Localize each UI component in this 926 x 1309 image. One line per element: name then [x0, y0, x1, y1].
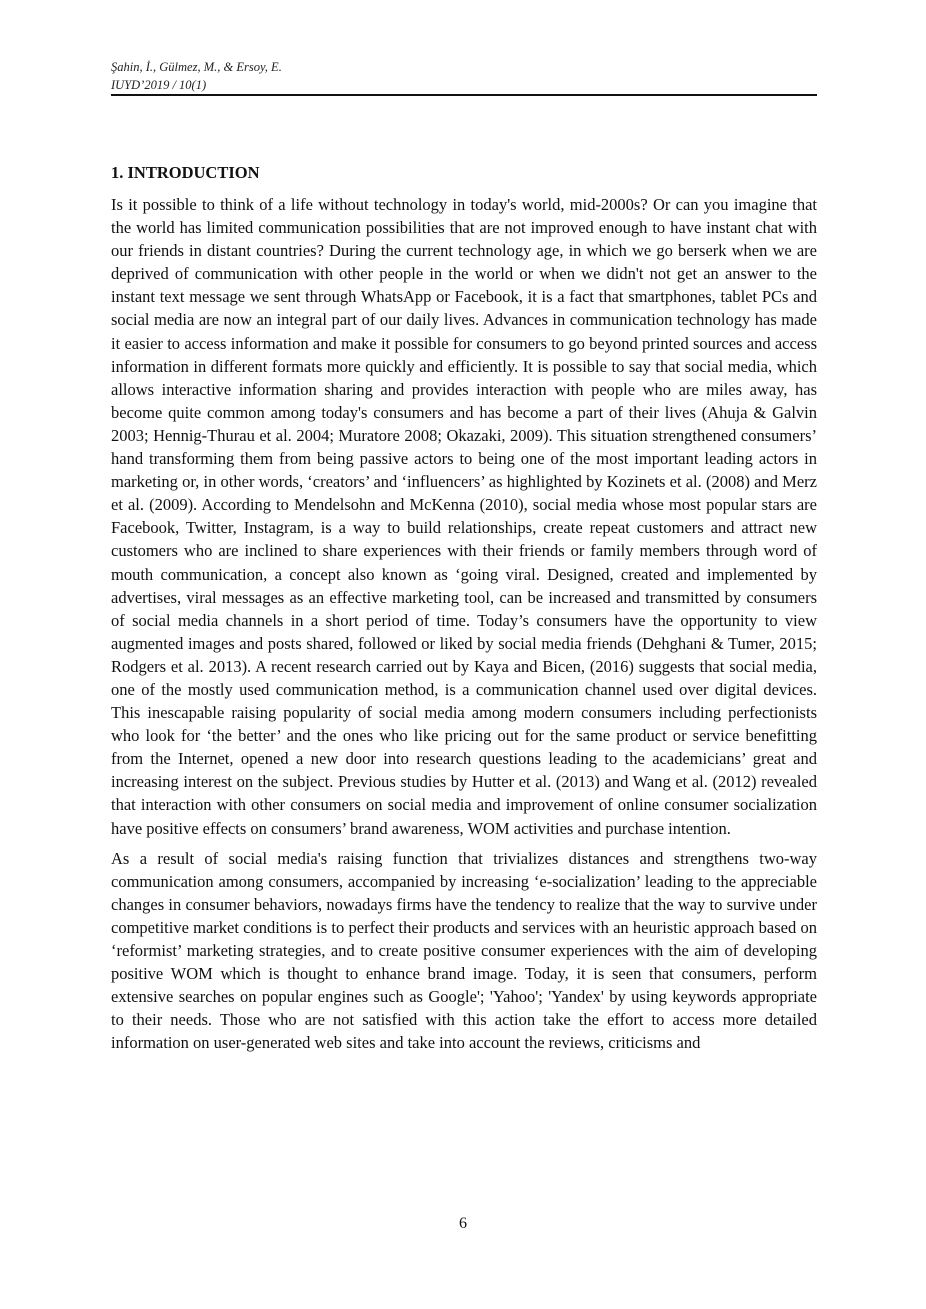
running-header	[111, 58, 817, 94]
paragraph-1: Is it possible to think of a life without technology in today's world, mid-2000s? Or can you imagine that the world has limited communication possibilities that are not improved enough to have instant chat with our friends in distant countries? During the current technology age, in which we go berserk when we are deprived of communication with other people in the world or when we didn't not get an answer to the instant text message we sent through WhatsApp or Facebook, it is a fact that smartphones, tablet PCs and social media are now an integral part of our daily lives. Advances in communication technology has made it easier to access information and make it possible for consumers to go beyond printed sources and access information in different formats more quickly and efficiently. It is possible to say that social media, which allows interactive information sharing and provides interaction with people who are miles away, has become quite common among today's consumers and has become a part of their lives (Ahuja & Galvin 2003; Hennig-Thurau et al. 2004; Muratore 2008; Okazaki, 2009). This situation strengthened consumers’ hand transforming them from being passive actors to being one of the most important leading actors in marketing or, in other words, ‘creators’ and ‘influencers’ as highlighted by Kozinets et al. (2008) and Merz et al. (2009). According to Mendelsohn and McKenna (2010), social media whose most popular stars are Facebook, Twitter, Instagram, is a way to build relationships, create repeat customers and attract new customers who are inclined to share experiences with their friends or family members through word of mouth communication, a concept also known as ‘going viral. Designed, created and implemented by advertises, viral messages as an effective marketing tool, can be increased and transmitted by consumers of social media channels in a short period of time. Today’s consumers have the opportunity to view augmented images and posts shared, followed or liked by social media friends (Dehghani & Tumer, 2015; Rodgers et al. 2013). A recent research carried out by Kaya and Bicen, (2016) suggests that social media, one of the mostly used communication method, is a communication channel used over digital devices. This inescapable raising popularity of social media among modern consumers including perfectionists who look for ‘the better’ and the ones who like pricing out for the same product or service benefitting from the Internet, opened a new door into research questions leading to the academicians’ great and increasing interest on the subject. Previous studies by Hutter et al. (2013) and Wang et al. (2012) revealed that interaction with other consumers on social media and improvement of online consumer socialization have positive effects on consumers’ brand awareness, WOM activities and purchase intention.	[111, 195, 817, 838]
paragraph-2: As a result of social media's raising function that trivializes distances and strengthens two-way communication among consumers, accompanied by increasing ‘e-socialization’ leading to the appreciable changes in consumer behaviors, nowadays firms have the tendency to realize that the way to survive under competitive market conditions is to perfect their products and services with an heuristic approach based on ‘reformist’ marketing strategies, and to create positive consumer experiences with the aim of developing positive WOM which is thought to enhance brand image. Today, it is seen that consumers, perform extensive searches on popular engines such as Google'; 'Yahoo'; 'Yandex' by using keywords appropriate to their needs. Those who are not satisfied with this action take the effort to access more detailed information on user-generated web sites and take into account the reviews, criticisms and	[111, 848, 817, 1053]
main-text	[111, 161, 817, 1061]
header-journal: IUYD’2019 / 10(1)	[111, 78, 207, 92]
header-authors: Şahin, İ., Gülmez, M., & Ersoy, E.	[111, 60, 282, 74]
section-heading: 1. INTRODUCTION	[111, 163, 260, 182]
page-number: 6	[459, 1215, 467, 1232]
header-rule	[111, 94, 817, 96]
